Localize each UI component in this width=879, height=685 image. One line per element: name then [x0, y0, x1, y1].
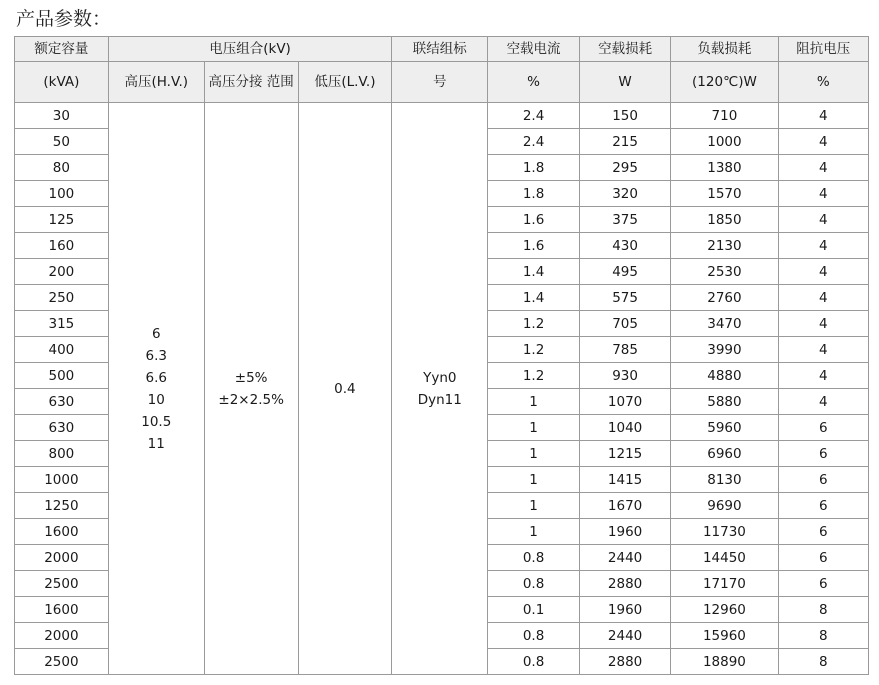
header-hv: 高压(H.V.) — [108, 62, 204, 103]
header-load-loss-unit: (120℃)W — [671, 62, 778, 103]
cell-capacity: 50 — [15, 129, 109, 155]
cell-impedance: 8 — [778, 649, 868, 675]
cell-no-load-loss: 375 — [579, 207, 671, 233]
header-capacity-unit: (kVA) — [15, 62, 109, 103]
table-header — [15, 37, 869, 103]
cell-no-load-current: 0.8 — [488, 623, 580, 649]
cell-no-load-current: 1.6 — [488, 233, 580, 259]
cell-no-load-loss: 1070 — [579, 389, 671, 415]
cell-capacity: 315 — [15, 311, 109, 337]
cell-impedance: 4 — [778, 103, 868, 129]
cell-load-loss: 1000 — [671, 129, 778, 155]
cell-capacity: 2500 — [15, 571, 109, 597]
cell-no-load-current: 1.4 — [488, 259, 580, 285]
cell-impedance: 6 — [778, 441, 868, 467]
cell-capacity: 1250 — [15, 493, 109, 519]
cell-impedance: 4 — [778, 363, 868, 389]
connection-group-value: Dyn11 — [417, 391, 462, 408]
cell-load-loss: 4880 — [671, 363, 778, 389]
cell-capacity: 630 — [15, 415, 109, 441]
cell-impedance: 4 — [778, 233, 868, 259]
cell-no-load-loss: 1960 — [579, 519, 671, 545]
cell-load-loss: 9690 — [671, 493, 778, 519]
cell-capacity: 200 — [15, 259, 109, 285]
cell-impedance: 6 — [778, 571, 868, 597]
cell-no-load-current: 1.2 — [488, 337, 580, 363]
cell-no-load-loss: 785 — [579, 337, 671, 363]
table-row — [15, 103, 869, 129]
cell-capacity: 1000 — [15, 467, 109, 493]
cell-no-load-loss: 320 — [579, 181, 671, 207]
cell-impedance: 6 — [778, 519, 868, 545]
header-no-load-current-unit: % — [488, 62, 580, 103]
hv-value: 6.3 — [145, 347, 167, 364]
cell-no-load-current: 1.2 — [488, 311, 580, 337]
cell-no-load-current: 2.4 — [488, 129, 580, 155]
cell-no-load-current: 1 — [488, 493, 580, 519]
cell-impedance: 8 — [778, 623, 868, 649]
cell-impedance: 4 — [778, 337, 868, 363]
hv-tap-range-value: ±5% — [234, 369, 268, 386]
header-connection-group-line2: 号 — [392, 62, 488, 103]
cell-capacity: 500 — [15, 363, 109, 389]
cell-no-load-loss: 295 — [579, 155, 671, 181]
header-no-load-loss: 空载损耗 — [579, 37, 671, 62]
cell-no-load-current: 0.8 — [488, 571, 580, 597]
cell-no-load-current: 2.4 — [488, 103, 580, 129]
cell-capacity: 2000 — [15, 623, 109, 649]
header-impedance-unit: % — [778, 62, 868, 103]
cell-impedance: 4 — [778, 207, 868, 233]
page-title: 产品参数： — [16, 8, 112, 30]
cell-no-load-current: 1 — [488, 441, 580, 467]
cell-load-loss: 17170 — [671, 571, 778, 597]
cell-no-load-loss: 215 — [579, 129, 671, 155]
cell-load-loss: 2530 — [671, 259, 778, 285]
cell-capacity: 800 — [15, 441, 109, 467]
cell-impedance: 4 — [778, 311, 868, 337]
cell-capacity: 2500 — [15, 649, 109, 675]
header-connection-group: 联结组标 — [392, 37, 488, 62]
cell-impedance: 4 — [778, 181, 868, 207]
cell-load-loss: 12960 — [671, 597, 778, 623]
cell-no-load-loss: 1040 — [579, 415, 671, 441]
header-hv-tap-range-line2: 范围 — [266, 74, 294, 90]
cell-no-load-loss: 2440 — [579, 545, 671, 571]
cell-no-load-current: 1.8 — [488, 181, 580, 207]
cell-no-load-loss: 1960 — [579, 597, 671, 623]
cell-no-load-loss: 430 — [579, 233, 671, 259]
cell-no-load-current: 1.6 — [488, 207, 580, 233]
cell-load-loss: 3470 — [671, 311, 778, 337]
cell-no-load-current: 0.8 — [488, 649, 580, 675]
cell-capacity: 125 — [15, 207, 109, 233]
cell-impedance: 6 — [778, 467, 868, 493]
cell-no-load-loss: 1670 — [579, 493, 671, 519]
cell-capacity: 1600 — [15, 597, 109, 623]
cell-no-load-current: 1.8 — [488, 155, 580, 181]
cell-impedance: 4 — [778, 129, 868, 155]
cell-load-loss: 3990 — [671, 337, 778, 363]
header-no-load-loss-unit: W — [579, 62, 671, 103]
cell-connection-group — [392, 103, 488, 675]
header-capacity: 额定容量 — [15, 37, 109, 62]
cell-no-load-loss: 2880 — [579, 571, 671, 597]
cell-load-loss: 15960 — [671, 623, 778, 649]
header-row-1 — [15, 37, 869, 62]
cell-load-loss: 6960 — [671, 441, 778, 467]
hv-value: 11 — [147, 435, 165, 452]
cell-no-load-loss: 2880 — [579, 649, 671, 675]
product-parameters-table — [14, 36, 869, 675]
table-body — [15, 103, 869, 675]
cell-capacity: 1600 — [15, 519, 109, 545]
cell-load-loss: 5880 — [671, 389, 778, 415]
cell-capacity: 80 — [15, 155, 109, 181]
cell-no-load-loss: 150 — [579, 103, 671, 129]
cell-no-load-loss: 1215 — [579, 441, 671, 467]
cell-no-load-current: 1 — [488, 389, 580, 415]
header-no-load-current: 空载电流 — [488, 37, 580, 62]
header-load-loss: 负载损耗 — [671, 37, 778, 62]
hv-value: 10.5 — [141, 413, 172, 430]
cell-capacity: 30 — [15, 103, 109, 129]
header-row-2 — [15, 62, 869, 103]
cell-hv-values — [108, 103, 204, 675]
connection-group-value: Yyn0 — [423, 369, 457, 386]
cell-hv-tap-range — [204, 103, 298, 675]
cell-no-load-current: 0.1 — [488, 597, 580, 623]
cell-no-load-current: 1 — [488, 467, 580, 493]
cell-capacity: 630 — [15, 389, 109, 415]
cell-load-loss: 2130 — [671, 233, 778, 259]
cell-load-loss: 1850 — [671, 207, 778, 233]
cell-load-loss: 8130 — [671, 467, 778, 493]
cell-impedance: 6 — [778, 545, 868, 571]
cell-load-loss: 5960 — [671, 415, 778, 441]
hv-value: 6 — [151, 325, 161, 342]
cell-no-load-loss: 930 — [579, 363, 671, 389]
cell-capacity: 100 — [15, 181, 109, 207]
cell-impedance: 4 — [778, 389, 868, 415]
cell-load-loss: 2760 — [671, 285, 778, 311]
cell-impedance: 6 — [778, 493, 868, 519]
hv-value: 10 — [147, 391, 165, 408]
cell-capacity: 400 — [15, 337, 109, 363]
cell-no-load-loss: 2440 — [579, 623, 671, 649]
cell-capacity: 2000 — [15, 545, 109, 571]
header-lv: 低压(L.V.) — [298, 62, 392, 103]
cell-no-load-loss: 705 — [579, 311, 671, 337]
cell-load-loss: 18890 — [671, 649, 778, 675]
cell-no-load-current: 1.2 — [488, 363, 580, 389]
cell-impedance: 4 — [778, 259, 868, 285]
cell-no-load-current: 1.4 — [488, 285, 580, 311]
cell-capacity: 160 — [15, 233, 109, 259]
cell-lv-value: 0.4 — [298, 103, 392, 675]
cell-load-loss: 710 — [671, 103, 778, 129]
header-hv-tap-range-line1: 高压分接 — [208, 74, 263, 90]
cell-load-loss: 11730 — [671, 519, 778, 545]
cell-no-load-current: 0.8 — [488, 545, 580, 571]
cell-no-load-current: 1 — [488, 415, 580, 441]
cell-load-loss: 14450 — [671, 545, 778, 571]
hv-tap-range-value: ±2×2.5% — [218, 391, 284, 408]
cell-load-loss: 1570 — [671, 181, 778, 207]
cell-impedance: 4 — [778, 155, 868, 181]
header-voltage-combination: 电压组合(kV) — [108, 37, 392, 62]
cell-capacity: 250 — [15, 285, 109, 311]
cell-impedance: 4 — [778, 285, 868, 311]
cell-impedance: 6 — [778, 415, 868, 441]
cell-no-load-current: 1 — [488, 519, 580, 545]
cell-impedance: 8 — [778, 597, 868, 623]
cell-no-load-loss: 495 — [579, 259, 671, 285]
cell-no-load-loss: 575 — [579, 285, 671, 311]
cell-no-load-loss: 1415 — [579, 467, 671, 493]
hv-value: 6.6 — [145, 369, 167, 386]
header-hv-tap-range — [204, 62, 298, 103]
cell-load-loss: 1380 — [671, 155, 778, 181]
header-impedance-voltage: 阻抗电压 — [778, 37, 868, 62]
